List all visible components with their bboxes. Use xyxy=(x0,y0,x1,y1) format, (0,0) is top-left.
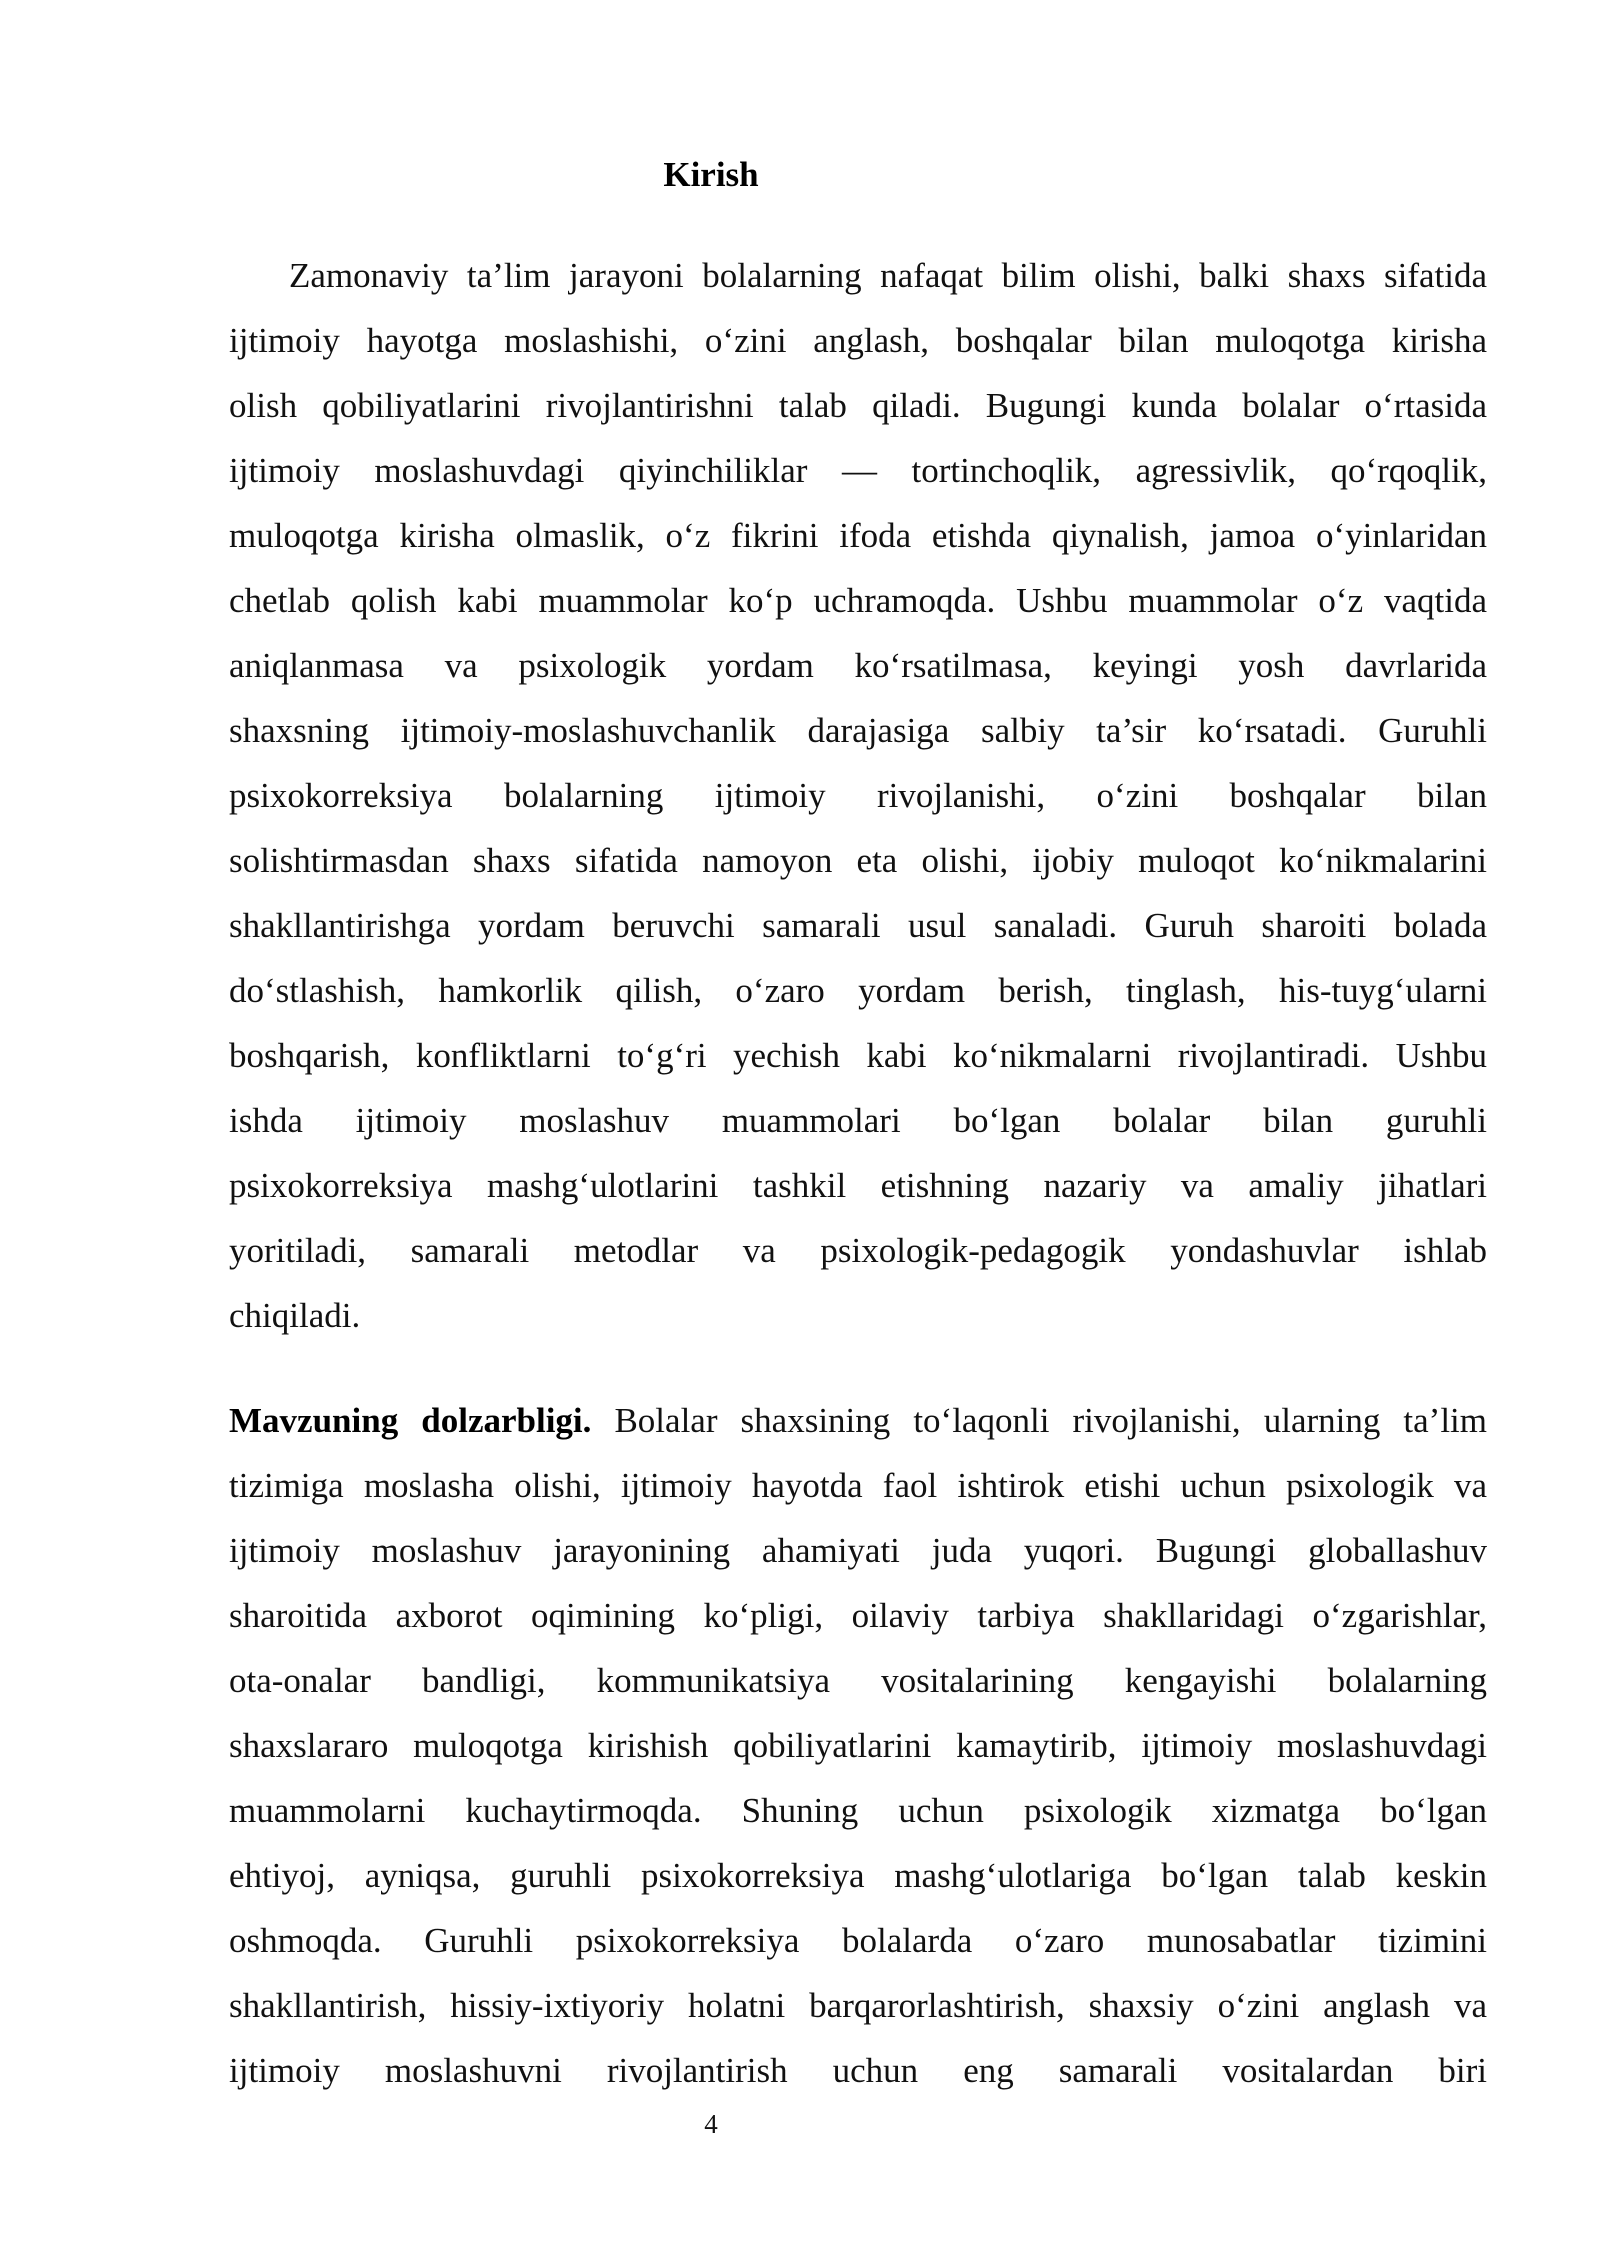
intro-line: Zamonaviy ta’lim jarayoni bolalarning nafaqat bilim olishi, balki shaxs sifatida xyxy=(289,256,1487,295)
section-line: ijtimoiy moslashuv jarayonining ahamiyati juda yuqori. Bugungi globallashuv xyxy=(229,1531,1487,1570)
intro-line: ijtimoiy hayotga moslashishi, o‘zini anglash, boshqalar bilan muloqotga kirisha xyxy=(229,321,1487,360)
intro-line: psixokorreksiya bolalarning ijtimoiy rivojlanishi, o‘zini boshqalar bilan xyxy=(229,776,1487,815)
section-line: oshmoqda. Guruhli psixokorreksiya bolalarda o‘zaro munosabatlar tizimini xyxy=(229,1921,1487,1960)
page-number: 4 xyxy=(704,2109,718,2139)
section-line: shaxslararo muloqotga kirishish qobiliyatlarini kamaytirib, ijtimoiy moslashuvdagi xyxy=(229,1726,1487,1765)
intro-line: psixokorreksiya mashg‘ulotlarini tashkil etishning nazariy va amaliy jihatlari xyxy=(229,1166,1487,1205)
intro-line: chiqiladi. xyxy=(229,1296,361,1335)
intro-line: solishtirmasdan shaxs sifatida namoyon eta olishi, ijobiy muloqot ko‘nikmalarini xyxy=(229,841,1487,880)
intro-line: ijtimoiy moslashuvdagi qiyinchiliklar — tortinchoqlik, agressivlik, qo‘rqoqlik, xyxy=(229,451,1487,490)
intro-line: olish qobiliyatlarini rivojlantirishni talab qiladi. Bugungi kunda bolalar o‘rtasida xyxy=(229,386,1487,425)
intro-line: aniqlanmasa va psixologik yordam ko‘rsatilmasa, keyingi yosh davrlarida xyxy=(229,646,1487,685)
section-first-line xyxy=(229,1388,1487,1453)
document-title: Kirish xyxy=(663,155,759,194)
section-first-line-text: Bolalar shaxsining to‘laqonli rivojlanishi, ularning ta’lim xyxy=(591,1401,1488,1440)
section-line: ota-onalar bandligi, kommunikatsiya vositalarining kengayishi bolalarning xyxy=(229,1661,1487,1700)
intro-line: shaxsning ijtimoiy-moslashuvchanlik darajasiga salbiy ta’sir ko‘rsatadi. Guruhli xyxy=(229,711,1487,750)
section-line: ijtimoiy moslashuvni rivojlantirish uchun eng samarali vositalardan biri xyxy=(229,2051,1487,2090)
intro-line: muloqotga kirisha olmaslik, o‘z fikrini ifoda etishda qiynalish, jamoa o‘yinlaridan xyxy=(229,516,1487,555)
section-heading: Mavzuning dolzarbligi. xyxy=(229,1401,592,1440)
intro-line: yoritiladi, samarali metodlar va psixologik-pedagogik yondashuvlar ishlab xyxy=(229,1231,1487,1270)
section-line: shakllantirish, hissiy-ixtiyoriy holatni barqarorlashtirish, shaxsiy o‘zini anglash va xyxy=(229,1986,1487,2025)
intro-line: boshqarish, konfliktlarni to‘g‘ri yechish kabi ko‘nikmalarni rivojlantiradi. Ushbu xyxy=(229,1036,1487,1075)
section-line: tizimiga moslasha olishi, ijtimoiy hayotda faol ishtirok etishi uchun psixologik va xyxy=(229,1466,1487,1505)
intro-line: chetlab qolish kabi muammolar ko‘p uchramoqda. Ushbu muammolar o‘z vaqtida xyxy=(229,581,1487,620)
intro-line: do‘stlashish, hamkorlik qilish, o‘zaro yordam berish, tinglash, his-tuyg‘ularni xyxy=(229,971,1487,1010)
section-line: ehtiyoj, ayniqsa, guruhli psixokorreksiya mashg‘ulotlariga bo‘lgan talab keskin xyxy=(229,1856,1487,1895)
intro-line: shakllantirishga yordam beruvchi samarali usul sanaladi. Guruh sharoiti bolada xyxy=(229,906,1487,945)
intro-line: ishda ijtimoiy moslashuv muammolari bo‘lgan bolalar bilan guruhli xyxy=(229,1101,1487,1140)
section-line: muammolarni kuchaytirmoqda. Shuning uchun psixologik xizmatga bo‘lgan xyxy=(229,1791,1487,1830)
section-line: sharoitida axborot oqimining ko‘pligi, oilaviy tarbiya shakllaridagi o‘zgarishlar, xyxy=(229,1596,1487,1635)
